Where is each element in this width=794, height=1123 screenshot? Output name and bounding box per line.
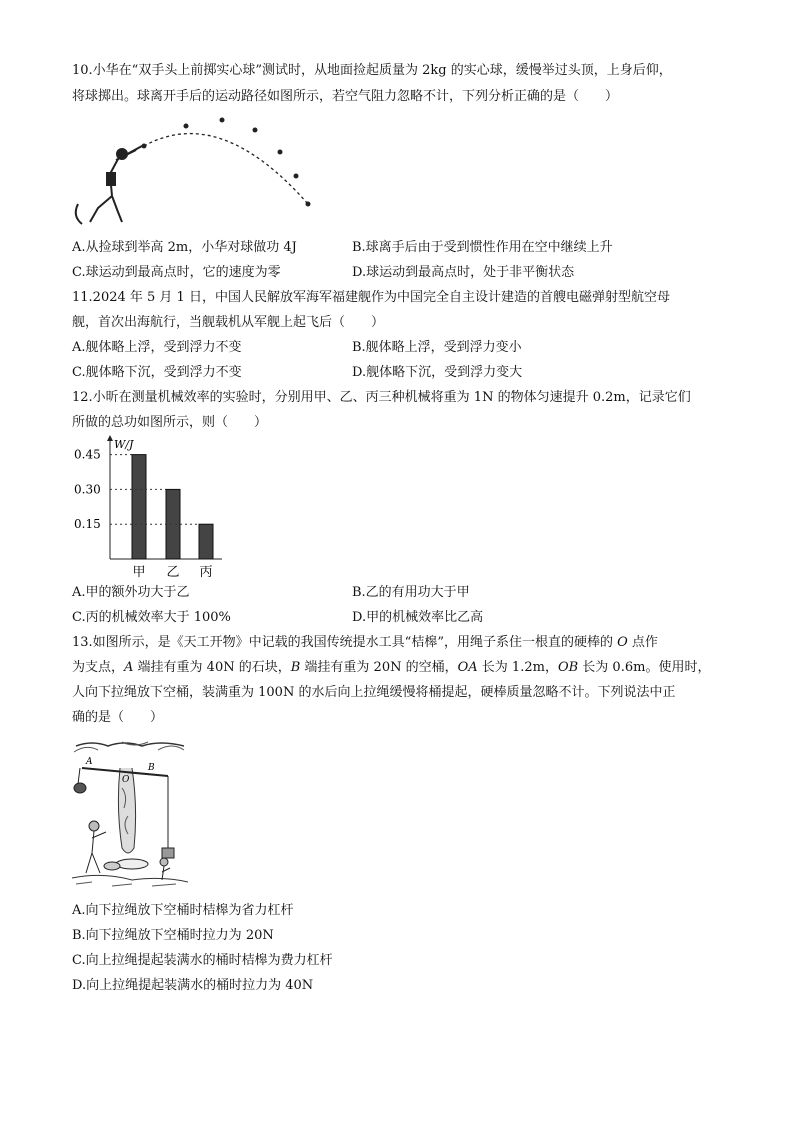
q12-option-a[interactable]: A.甲的额外功大于乙	[72, 585, 190, 600]
bar-乙	[166, 489, 180, 559]
q13-option-a[interactable]: A.向下拉绳放下空桶时桔槔为省力杠杆	[72, 903, 294, 918]
q12-stem-line2: 所做的总功如图所示，则（ ）	[72, 415, 268, 430]
q10-option-d[interactable]: D.球运动到最高点时，处于非平衡状态	[352, 265, 575, 280]
q13-stem-line1: 13.如图所示，是《天工开物》中记载的我国传统提水工具“桔槔”，用绳子系住一根直的硬棒的 O 点作	[72, 635, 658, 650]
q10-option-c[interactable]: C.球运动到最高点时，它的速度为零	[72, 265, 281, 280]
q13-jiegao-illustration	[72, 738, 188, 888]
stone-weight	[74, 783, 86, 793]
q10-throw-figure	[70, 112, 320, 232]
q11-option-c[interactable]: C.舰体略下沉，受到浮力不变	[72, 365, 242, 380]
trajectory-path	[144, 134, 308, 204]
bar-丙	[199, 524, 213, 559]
q13-stem-line2: 为支点，A 端挂有重为 40N 的石块，B 端挂有重为 20N 的空桶，OA 长为 1.2m，OB 长为 0.6m。使用时，	[72, 660, 711, 675]
q10-option-b[interactable]: B.球离手后由于受到惯性作用在空中继续上升	[352, 240, 613, 255]
q12-stem-line1: 12.小昕在测量机械效率的实验时，分别用甲、乙、丙三种机械将重为 1N 的物体匀速提升 0.2m，记录它们	[72, 390, 691, 405]
q13-option-b[interactable]: B.向下拉绳放下空桶时拉力为 20N	[72, 928, 274, 943]
q12-option-c[interactable]: C.丙的机械效率大于 100%	[72, 610, 231, 625]
q11-option-a[interactable]: A.舰体略上浮，受到浮力不变	[72, 340, 242, 355]
y-axis-label: W/J	[114, 438, 134, 451]
water-bucket	[104, 862, 120, 870]
q10-stem-line2: 将球掷出。球离开手后的运动路径如图所示，若空气阻力忽略不计，下列分析正确的是（ ）	[72, 89, 619, 104]
label-a: A	[86, 757, 93, 767]
trajectory-ball-marks	[142, 118, 311, 207]
q13-stem-line4: 确的是（ ）	[72, 710, 164, 725]
q12-option-b[interactable]: B.乙的有用功大于甲	[352, 585, 470, 600]
q12-bar-chart	[70, 432, 230, 582]
q10-option-a[interactable]: A.从捡球到举高 2m，小华对球做功 4J	[72, 240, 297, 255]
q13-option-c[interactable]: C.向上拉绳提起装满水的桶时桔槔为费力杠杆	[72, 953, 333, 968]
q13-option-d[interactable]: D.向上拉绳提起装满水的桶时拉力为 40N	[72, 978, 314, 993]
bucket	[162, 848, 174, 858]
thrower-figure	[76, 146, 142, 224]
q11-option-d[interactable]: D.舰体略下沉，受到浮力变大	[352, 365, 523, 380]
q13-stem-line3: 人向下拉绳放下空桶，装满重为 100N 的水后向上拉绳缓慢将桶提起，硬棒质量忽略不计。下列说法中正	[72, 685, 676, 700]
q11-stem-line2: 舰，首次出海航行，当舰载机从军舰上起飞后（ ）	[72, 315, 385, 330]
y-tick-label: 0.15	[74, 517, 101, 532]
q12-option-d[interactable]: D.甲的机械效率比乙高	[352, 610, 484, 625]
q10-stem-line1: 10.小华在“双手头上前掷实心球”测试时，从地面捡起质量为 2kg 的实心球，缓慢举过头顶，上身后仰，	[72, 63, 672, 78]
q11-option-b[interactable]: B.舰体略上浮，受到浮力变小	[352, 340, 522, 355]
label-o: O	[122, 775, 130, 785]
category-label: 甲	[132, 565, 146, 580]
category-label: 丙	[199, 565, 213, 580]
q11-stem-line1: 11.2024 年 5 月 1 日，中国人民解放军海军福建舰作为中国完全自主设计建造的首艘电磁弹射型航空母	[72, 290, 670, 305]
y-tick-label: 0.45	[74, 447, 101, 462]
category-label: 乙	[166, 565, 180, 580]
label-b: B	[148, 763, 155, 773]
bar-甲	[132, 455, 146, 559]
y-tick-label: 0.30	[74, 482, 101, 497]
